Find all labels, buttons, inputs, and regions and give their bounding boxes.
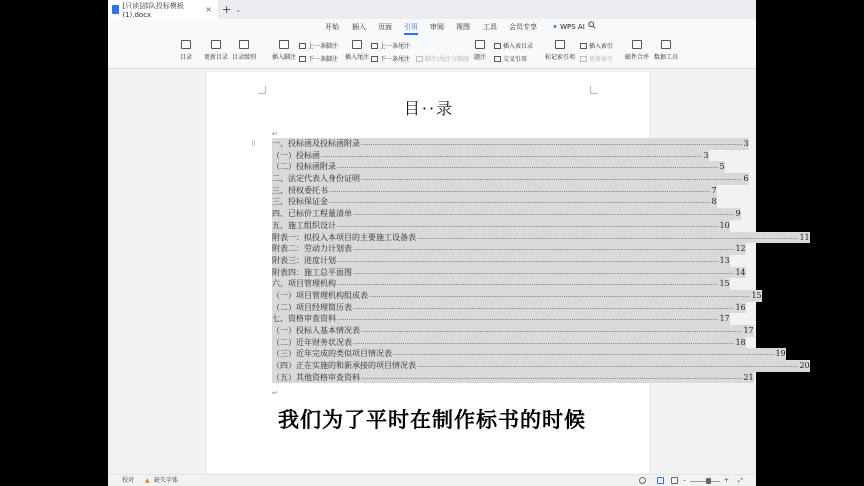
toc-entry-text: （二）近年财务状况表	[272, 337, 352, 347]
toc-page-number: 16	[735, 302, 746, 312]
insert-index-button[interactable]	[580, 41, 613, 50]
next-endnote-button[interactable]	[371, 54, 410, 63]
toc-entry-text: （三）近年完成的类似项目情况表	[272, 349, 392, 359]
proofread-button[interactable]: 校对	[122, 477, 135, 484]
toc-page-number: 6	[743, 174, 749, 184]
insert-endnote-label: 插入尾注	[345, 54, 370, 61]
toc-entry-text: 附表一：拟投入本项目的主要施工设备表	[272, 232, 416, 242]
menu-item-home[interactable]: 开始	[325, 23, 339, 31]
zoom-out-icon[interactable]: –	[683, 477, 686, 484]
mark-index-label: 标记索引项	[545, 54, 576, 61]
next-footnote-icon	[299, 56, 306, 62]
update-toc-label: 更新目录	[204, 54, 229, 61]
mail-icon	[632, 40, 642, 49]
toc-page-number: 9	[735, 209, 741, 219]
toc-entry[interactable]	[272, 150, 709, 162]
search-icon[interactable]	[588, 21, 596, 29]
table-of-contents[interactable]	[272, 138, 810, 383]
toc-entry[interactable]	[272, 290, 762, 302]
toc-entry-text: 附表二：劳动力计划表	[272, 244, 352, 254]
prev-endnote-button[interactable]	[371, 41, 410, 50]
toc-entry[interactable]	[272, 232, 810, 244]
toc-entry-text: 七、资格审查资料	[272, 314, 336, 324]
toc-leader-dots: ........................................................................................................................................................................................................	[329, 185, 710, 197]
references-ribbon	[108, 35, 756, 69]
toc-entry[interactable]	[272, 185, 717, 197]
toc-leader-dots: ........................................................................................................................................................................................................	[369, 290, 750, 302]
prev-footnote-button[interactable]	[299, 41, 338, 50]
ai-spark-icon: ✦	[552, 23, 558, 31]
caption-label: 题注	[474, 54, 487, 61]
new-tab-icon[interactable]: +	[222, 3, 232, 16]
crop-mark-top-left	[258, 86, 266, 94]
next-endnote-label: 下一条尾注	[380, 56, 411, 63]
mark-index-icon	[555, 40, 565, 49]
toc-entry[interactable]	[272, 348, 786, 360]
toc-level-button[interactable]	[232, 40, 256, 61]
toc-leader-dots: ........................................................................................................................................................................................................	[417, 232, 798, 244]
insert-index-icon	[580, 43, 587, 49]
toc-entry-text: 五、施工组织设计	[272, 220, 336, 230]
update-toc-icon	[211, 40, 221, 49]
toc-leader-dots: ........................................................................................................................................................................................................	[337, 161, 718, 173]
mark-index-entry-button[interactable]	[545, 40, 575, 61]
cross-reference-label: 交叉引用	[503, 56, 528, 63]
toc-page-number: 17	[743, 326, 754, 335]
toc-leader-dots: ........................................................................................................................................................................................................	[337, 255, 718, 267]
toc-leader-dots: ........................................................................................................................................................................................................	[353, 337, 734, 349]
menu-item-page[interactable]: 页面	[378, 23, 392, 31]
document-tab[interactable]	[108, 0, 218, 19]
update-index-icon	[580, 56, 587, 62]
menu-item-references[interactable]: 引用	[404, 23, 418, 31]
toc-entry[interactable]	[272, 325, 754, 337]
cross-reference-icon	[494, 56, 501, 62]
toc-entry-text: （五）其他资格审查资料	[272, 372, 360, 382]
table-of-figures-label: 插入表目录	[503, 43, 534, 50]
toc-entry[interactable]	[272, 161, 725, 173]
toc-level-icon	[239, 40, 249, 49]
toc-page-number: 12	[735, 244, 746, 254]
toc-entry-text: 附表三：进度计划	[272, 255, 336, 265]
toc-leader-dots: ........................................................................................................................................................................................................	[353, 267, 734, 279]
toc-page-number: 18	[735, 337, 746, 347]
insert-footnote-button[interactable]	[272, 40, 296, 61]
update-index-button[interactable]	[580, 54, 613, 63]
wps-ai-button[interactable]	[552, 21, 585, 33]
toc-leader-dots: ........................................................................................................................................................................................................	[393, 348, 774, 360]
caption-button[interactable]	[474, 40, 486, 61]
title-bar	[108, 0, 756, 19]
mail-merge-label: 邮件合并	[625, 54, 650, 61]
toc-page-number: 19	[775, 349, 786, 359]
toc-page-number: 11	[799, 232, 810, 242]
update-toc-button[interactable]	[204, 40, 228, 61]
prev-endnote-icon	[371, 43, 378, 49]
toc-page-number: 17	[719, 314, 730, 324]
prev-footnote-label: 上一条脚注	[308, 43, 339, 50]
toc-entry-text: 四、已标价工程量清单	[272, 209, 352, 219]
close-tab-icon[interactable]: ×	[205, 5, 212, 14]
toc-page-number: 21	[743, 372, 754, 382]
eye-protect-icon[interactable]	[639, 477, 646, 484]
toc-entry[interactable]	[272, 138, 749, 150]
cross-reference-button[interactable]	[494, 54, 527, 63]
toc-entry[interactable]	[272, 360, 810, 372]
toc-page-number: 15	[751, 290, 762, 300]
zoom-slider-knob[interactable]	[706, 478, 711, 484]
toc-entry-text: （四）正在实施的和新承接的项目情况表	[272, 361, 416, 371]
paragraph-end-mark-icon: ↵	[272, 389, 278, 397]
next-endnote-icon	[371, 56, 378, 62]
toc-leader-dots: ........................................................................................................................................................................................................	[361, 173, 742, 185]
zoom-slider-track[interactable]	[690, 481, 720, 482]
note-separator-label: 脚注/尾注分隔线	[425, 56, 470, 63]
toc-leader-dots: ........................................................................................................................................................................................................	[361, 138, 742, 150]
menu-item-tools[interactable]: 工具	[483, 23, 497, 31]
menu-bar	[108, 19, 756, 35]
menu-item-member[interactable]: 会员专享	[509, 23, 537, 31]
toc-entry[interactable]	[272, 372, 754, 384]
toc-entry-text: 附表四：施工总平面图	[272, 267, 352, 277]
next-footnote-label: 下一条脚注	[308, 56, 339, 63]
prev-endnote-label: 上一条尾注	[380, 43, 411, 50]
toc-entry[interactable]	[272, 173, 749, 185]
fit-page-icon[interactable]: ⤢	[738, 477, 743, 484]
menu-item-view[interactable]: 视图	[456, 23, 470, 31]
caption-icon	[475, 40, 485, 49]
footnote-icon	[279, 40, 289, 49]
toc-button[interactable]	[180, 40, 192, 61]
toc-icon	[181, 40, 191, 49]
toc-entry[interactable]	[272, 267, 746, 279]
toc-entry-text: （二）项目经理简历表	[272, 302, 352, 312]
update-index-label: 更新索引	[589, 56, 614, 63]
toc-leader-dots: ........................................................................................................................................................................................................	[337, 278, 718, 290]
drag-handle-icon[interactable]: ⠿	[251, 140, 257, 148]
crop-mark-top-right	[590, 86, 598, 94]
toc-entry[interactable]	[272, 278, 730, 290]
toc-leader-dots: ........................................................................................................................................................................................................	[329, 196, 710, 208]
toc-page-number: 5	[719, 162, 725, 172]
toc-page-number: 8	[711, 197, 717, 207]
note-separator-button[interactable]	[416, 54, 469, 63]
toc-page-number: 10	[719, 220, 730, 230]
toc-entry[interactable]	[272, 337, 746, 349]
toc-leader-dots: ........................................................................................................................................................................................................	[321, 150, 702, 162]
insert-endnote-button[interactable]	[345, 40, 369, 61]
toc-level-label: 目录级别	[232, 54, 257, 61]
toc-entry-text: 三、授权委托书	[272, 185, 328, 195]
status-bar	[108, 474, 756, 486]
endnote-icon	[352, 40, 362, 49]
insert-table-of-figures-button[interactable]	[494, 41, 533, 50]
paragraph-mark-icon: ↵	[272, 130, 278, 138]
toc-leader-dots: ........................................................................................................................................................................................................	[353, 302, 734, 314]
data-tools-label: 数据工具	[654, 54, 679, 61]
data-tools-button[interactable]	[654, 40, 678, 61]
toc-entry[interactable]	[272, 302, 746, 314]
tab-list-dropdown-icon[interactable]: ⌄	[235, 5, 242, 14]
video-subtitle: 我们为了平时在制作标书的时候	[278, 408, 586, 432]
toc-entry[interactable]	[272, 255, 730, 267]
table-of-figures-icon	[494, 43, 501, 49]
document-title: 目··录	[403, 99, 455, 118]
toc-entry-text: （一）投标函	[272, 150, 320, 160]
insert-footnote-label: 插入脚注	[272, 54, 297, 61]
toc-page-number: 3	[743, 139, 749, 148]
toc-leader-dots: ........................................................................................................................................................................................................	[353, 208, 734, 220]
toc-entry[interactable]	[272, 208, 741, 220]
toc-page-number: 7	[711, 185, 717, 195]
toc-entry-text: （一）投标人基本情况表	[272, 326, 360, 335]
data-tools-icon	[661, 40, 671, 49]
toc-entry[interactable]	[272, 313, 730, 325]
menu-item-review[interactable]: 审阅	[430, 23, 444, 31]
prev-footnote-icon	[299, 43, 306, 49]
toc-leader-dots: ........................................................................................................................................................................................................	[337, 313, 718, 325]
toc-entry-text: 一、投标函及投标函附录	[272, 139, 360, 148]
zoom-in-icon[interactable]: +	[724, 477, 730, 484]
toc-entry[interactable]	[272, 243, 746, 255]
menu-item-insert[interactable]: 插入	[352, 23, 366, 31]
toc-page-number: 20	[799, 361, 810, 371]
toc-leader-dots: ........................................................................................................................................................................................................	[337, 220, 718, 232]
missing-font-button[interactable]: 缺失字体	[154, 477, 179, 484]
outline-view-icon[interactable]	[671, 477, 678, 484]
toc-page-number: 14	[735, 267, 746, 277]
word-doc-icon	[112, 5, 119, 14]
toc-page-number: 15	[719, 279, 730, 289]
mail-merge-button[interactable]	[625, 40, 649, 61]
toc-leader-dots: ........................................................................................................................................................................................................	[361, 325, 742, 337]
toc-entry[interactable]	[272, 196, 717, 208]
toc-entry-text: 二、法定代表人身份证明	[272, 174, 360, 184]
toc-leader-dots: ........................................................................................................................................................................................................	[353, 243, 734, 255]
document-tab-title: [只读]部队投标模板(1).docx	[122, 1, 184, 19]
toc-leader-dots: ........................................................................................................................................................................................................	[417, 360, 798, 372]
toc-page-number: 13	[719, 255, 730, 265]
toc-entry[interactable]	[272, 220, 730, 232]
insert-index-label: 插入索引	[589, 43, 614, 50]
page-view-icon[interactable]	[657, 477, 664, 484]
toc-entry-text: 六、项目管理机构	[272, 279, 336, 289]
separator-icon	[416, 56, 423, 62]
wps-writer-window	[108, 0, 810, 486]
toc-entry-text: （二）投标函附录	[272, 162, 336, 172]
toc-entry-text: 三、投标保证金	[272, 197, 328, 207]
wps-ai-label: WPS AI	[560, 23, 585, 31]
warning-icon: ▲	[145, 477, 150, 484]
toc-leader-dots: ........................................................................................................................................................................................................	[361, 372, 742, 384]
next-footnote-button[interactable]	[299, 54, 338, 63]
toc-page-number: 3	[703, 150, 709, 160]
toc-label: 目录	[180, 54, 193, 61]
toc-entry-text: （一）项目管理机构组成表	[272, 290, 368, 300]
